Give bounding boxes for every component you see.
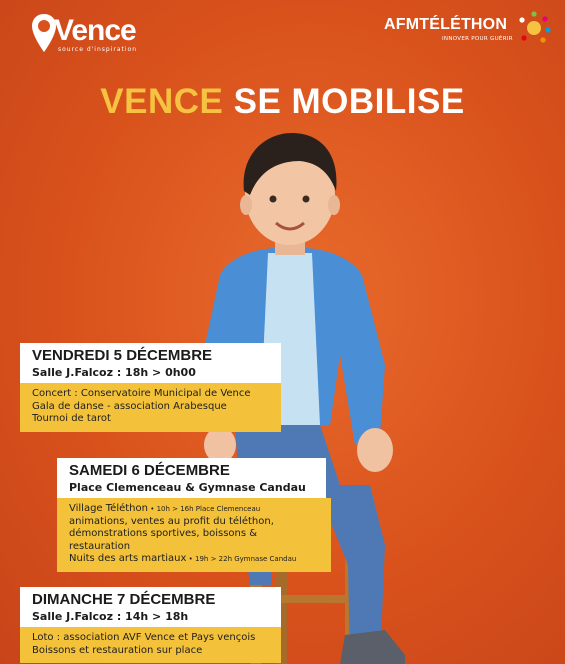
event-saturday [57,458,331,572]
event-header [20,343,281,383]
event-place: Salle J.Falcoz : 14h > 18h [32,610,189,623]
vence-logo [30,10,145,58]
event-day: SAMEDI 6 DÉCEMBRE [69,462,230,479]
event-details [20,383,281,432]
event-line [69,553,321,566]
title-se-mobilise: SE MOBILISE [233,82,465,121]
event-details [57,498,331,572]
afm-telethon-logo [380,10,550,50]
event-line: Boissons et restauration sur place [32,644,203,656]
event-line-note: • 10h > 16h Place Clemenceau [147,505,261,513]
afm-logo-tagline: INNOVER POUR GUÉRIR [442,36,513,42]
event-line-main: Nuits des arts martiaux [69,553,187,564]
event-line [69,503,321,516]
event-place: Salle J.Falcoz : 18h > 0h00 [32,366,196,379]
telethon-sun-icon [518,10,552,46]
event-line: Concert : Conservatoire Municipal de Vence [32,388,251,399]
event-place: Place Clemenceau & Gymnase Candau [69,481,306,494]
event-line-note: • 19h > 22h Gymnase Candau [186,555,297,563]
event-line-main: Village Téléthon [69,503,148,514]
event-line: Loto : association AVF Vence et Pays vençois [32,632,256,643]
event-line: démonstrations sportives, boissons & restauration [69,528,258,552]
event-details [20,627,281,663]
event-line: animations, ventes au profit du téléthon, [69,515,274,527]
title-vence: VENCE [100,82,224,121]
event-line: Gala de danse - association Arabesque [32,400,227,412]
event-header [20,587,281,627]
afm-logo-word: AFMTÉLÉTHON [384,16,508,33]
event-header [57,458,326,498]
page-title [0,82,565,122]
vence-logo-word: Vence [54,14,136,47]
event-friday [20,343,281,432]
event-day: VENDREDI 5 DÉCEMBRE [32,347,213,364]
event-line: Tournoi de tarot [32,413,111,424]
event-day: DIMANCHE 7 DÉCEMBRE [32,591,216,608]
event-sunday [20,587,281,663]
vence-logo-tagline: source d'inspiration [58,46,137,53]
